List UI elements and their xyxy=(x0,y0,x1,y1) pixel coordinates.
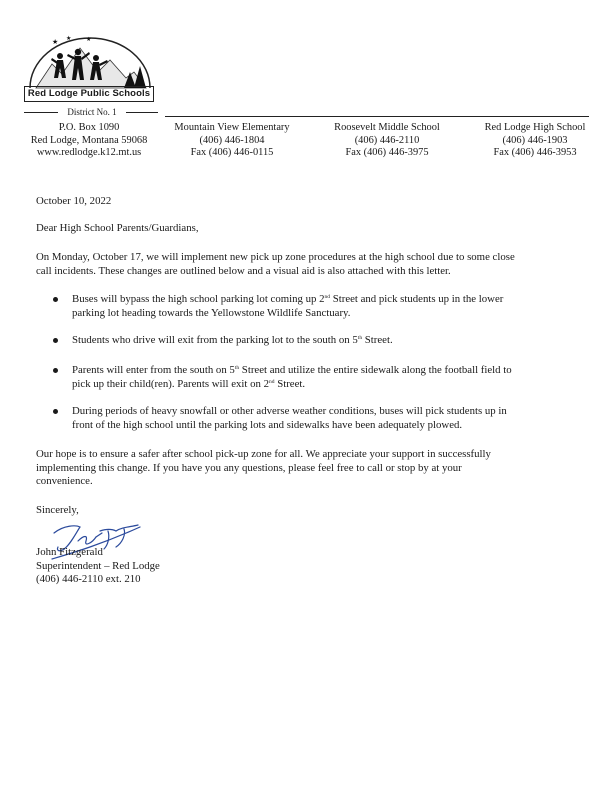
signer-phone: (406) 446-2110 ext. 210 xyxy=(36,573,141,585)
list-item xyxy=(72,293,582,320)
school-phone: (406) 446-1903 xyxy=(502,134,568,146)
school-phone: (406) 446-1804 xyxy=(199,134,265,146)
school-fax: Fax (406) 446-0115 xyxy=(190,147,274,158)
bullet-icon xyxy=(53,338,58,343)
paragraph-line: Our hope is to ensure a safer after school pick-up zone for all. We appreciate your support in successfully xyxy=(36,448,491,460)
school-name: Mountain View Elementary xyxy=(174,122,290,133)
list-line: pick up their child(ren). Parents will exit on 2nd Street. xyxy=(72,377,306,390)
school-name: Red Lodge High School xyxy=(484,122,586,133)
school-contact-middle xyxy=(318,122,456,160)
district-label: District No. 1 xyxy=(67,107,117,117)
school-fax: Fax (406) 446-3975 xyxy=(345,147,429,158)
letter-date: October 10, 2022 xyxy=(36,195,112,207)
list-line: parking lot heading towards the Yellowstone Wildlife Sanctuary. xyxy=(72,306,351,319)
district-address xyxy=(20,122,158,160)
svg-text:★: ★ xyxy=(52,38,59,46)
address-line: P.O. Box 1090 xyxy=(58,122,120,133)
intro-paragraph xyxy=(36,251,582,278)
closing-paragraph xyxy=(36,448,582,489)
paragraph-line: On Monday, October 17, we will implement new pick up zone procedures at the high school due to some close xyxy=(36,251,515,263)
signature-block xyxy=(36,546,582,587)
bullet-icon xyxy=(53,409,58,414)
list-line: Buses will bypass the high school parking lot coming up 2nd Street and pick students up in the lower xyxy=(72,293,504,305)
paragraph-line: call incidents. These changes are outlined below and a visual aid is also attached with this letter. xyxy=(36,264,451,277)
school-fax: Fax (406) 446-3953 xyxy=(493,147,577,158)
list-item xyxy=(72,405,582,432)
list-line: Parents will enter from the south on 5th Street and utilize the entire sidewalk along the football field to xyxy=(72,364,512,376)
salutation: Dear High School Parents/Guardians, xyxy=(36,222,199,234)
school-contact-elementary xyxy=(160,122,304,160)
school-contact-high xyxy=(470,122,600,160)
list-line: front of the high school until the parking lots and sidewalks have been adequately plowed. xyxy=(72,418,463,431)
svg-text:★: ★ xyxy=(66,36,72,42)
mountain-people-logo-icon xyxy=(22,34,158,90)
header-rule xyxy=(165,116,589,117)
school-phone: (406) 446-2110 xyxy=(354,134,420,146)
svg-text:★: ★ xyxy=(86,37,92,43)
list-item xyxy=(72,334,582,348)
list-item xyxy=(72,364,582,391)
signer-name: John Fitzgerald xyxy=(36,546,103,558)
list-line: Students who drive will exit from the parking lot to the south on 5th Street. xyxy=(72,334,393,346)
address-line: Red Lodge, Montana 59068 xyxy=(30,134,148,146)
list-line: During periods of heavy snowfall or other adverse weather conditions, buses will pick students up in xyxy=(72,405,507,417)
bullet-icon xyxy=(53,368,58,373)
bullet-icon xyxy=(53,297,58,302)
website-text: www.redlodge.k12.mt.us xyxy=(36,147,142,158)
paragraph-line: implementing this change. If you have you any questions, please feel free to call or stop by at your xyxy=(36,461,462,474)
paragraph-line: convenience. xyxy=(36,475,93,487)
org-name-box: Red Lodge Public Schools xyxy=(24,86,154,102)
signer-title: Superintendent – Red Lodge xyxy=(36,559,160,572)
signoff: Sincerely, xyxy=(36,504,79,516)
school-name: Roosevelt Middle School xyxy=(334,122,440,133)
